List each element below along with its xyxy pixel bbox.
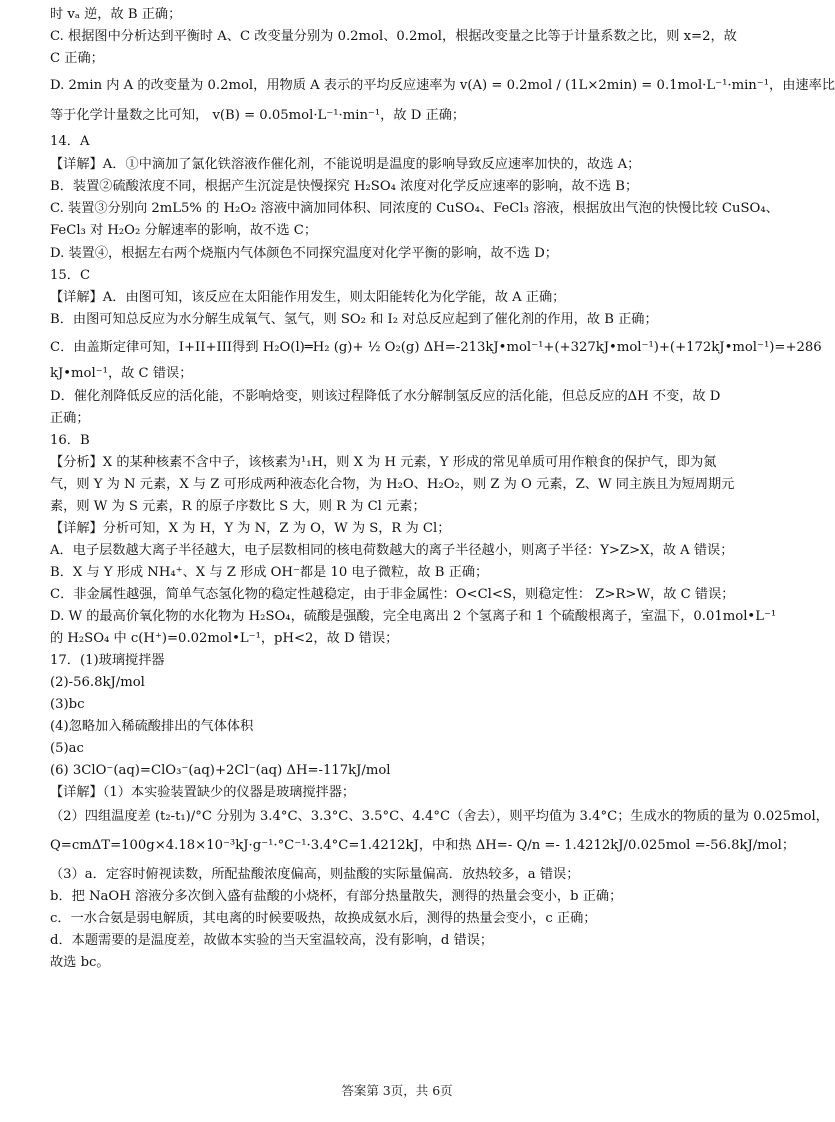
- text-line: D. 2min 内 A 的改变量为 0.2mol，用物质 A 表示的平均反应速率为 v(A) = 0.2mol / (1L×2min) = 0.1mol·L⁻¹·min⁻¹，由速率比: [50, 78, 835, 93]
- text-line: 正确；: [50, 411, 90, 426]
- text-line: c．一水合氨是弱电解质，其电离的时候要吸热，故换成氨水后，测得的热量会变小，c 正确；: [50, 911, 597, 926]
- text-line: B．由图可知总反应为水分解生成氧气、氢气，则 SO₂ 和 I₂ 对总反应起到了催化剂的作用，故 B 正确；: [50, 312, 658, 327]
- text-line: (4)忽略加入稀硫酸排出的气体体积: [50, 719, 254, 734]
- text-line: kJ•mol⁻¹，故 C 错误；: [50, 366, 193, 381]
- text-line: 【分析】X 的某种核素不含中子，该核素为¹₁H，则 X 为 H 元素，Y 形成的常见单质可用作粮食的保护气，即为氮: [50, 455, 717, 470]
- question-number: 14．A: [50, 134, 90, 149]
- text-line: 故选 bc。: [50, 955, 110, 970]
- text-line: B．X 与 Y 形成 NH₄⁺、X 与 Z 形成 OH⁻都是 10 电子微粒，故 B 正确；: [50, 565, 489, 580]
- text-line: C．非金属性越强，简单气态氢化物的稳定性越稳定，由于非金属性：O<Cl<S，则稳定性： Z>R>W，故 C 错误；: [50, 587, 735, 602]
- text-line: C. 装置③分别向 2mL5% 的 H₂O₂ 溶液中滴加同体积、同浓度的 CuSO₄、FeCl₃ 溶液，根据放出气泡的快慢比较 CuSO₄、: [50, 201, 779, 216]
- text-line: C．由盖斯定律可知，I+II+III得到 H₂O(l)═H₂ (g)+ ½ O₂(g) ΔH=-213kJ•mol⁻¹+(+327kJ•mol⁻¹)+(+172kJ•mol⁻¹)=+286: [50, 340, 822, 355]
- text-line: 时 vₐ 逆，故 B 正确；: [50, 7, 182, 22]
- text-line: (6) 3ClO⁻(aq)=ClO₃⁻(aq)+2Cl⁻(aq) ΔH=-117kJ/mol: [50, 763, 391, 778]
- text-line: FeCl₃ 对 H₂O₂ 分解速率的影响，故不选 C；: [50, 223, 318, 238]
- page-footer: 答案第 3页，共 6页: [341, 1083, 453, 1098]
- text-line: C 正确；: [50, 51, 104, 66]
- text-line: 【详解】A．由图可知，该反应在太阳能作用发生，则太阳能转化为化学能，故 A 正确；: [50, 290, 566, 305]
- question-number: 17．(1)玻璃搅拌器: [50, 653, 165, 668]
- question-number: 15．C: [50, 268, 91, 283]
- text-line: 【详解】A．①中滴加了氯化铁溶液作催化剂，不能说明是温度的影响导致反应速率加快的，故选 A；: [50, 157, 641, 172]
- text-line: （2）四组温度差 (t₂-t₁)/°C 分别为 3.4°C、3.3°C、3.5°C、4.4°C（舍去），则平均值为 3.4°C；生成水的物质的量为 0.025mol，: [50, 809, 829, 824]
- text-line: 素，则 W 为 S 元素，R 的原子序数比 S 大，则 R 为 Cl 元素；: [50, 499, 426, 514]
- text-line: 气，则 Y 为 N 元素，X 与 Z 可形成两种液态化合物，为 H₂O、H₂O₂，则 Z 为 O 元素，Z、W 同主族且为短周期元: [50, 477, 735, 492]
- text-line: C. 根据图中分析达到平衡时 A、C 改变量分别为 0.2mol、0.2mol，根据改变量之比等于计量系数之比，则 x=2，故: [50, 29, 737, 44]
- text-line: （3）a．定容时俯视读数，所配盐酸浓度偏高，则盐酸的实际量偏高．放热较多，a 错误；: [50, 867, 580, 882]
- text-line: A．电子层数越大离子半径越大，电子层数相同的核电荷数越大的离子半径越小，则离子半径：Y>Z>X，故 A 错误；: [50, 543, 734, 558]
- text-line: D. W 的最高价氧化物的水化物为 H₂SO₄，硫酸是强酸，完全电离出 2 个氢离子和 1 个硫酸根离子，室温下，0.01mol•L⁻¹: [50, 609, 777, 624]
- text-line: (3)bc: [50, 697, 85, 712]
- text-line: (5)ac: [50, 741, 84, 756]
- text-line: 【详解】（1）本实验装置缺少的仪器是玻璃搅拌器；: [50, 785, 356, 800]
- text-line: D. 装置④，根据左右两个烧瓶内气体颜色不同探究温度对化学平衡的影响，故不选 D；: [50, 246, 558, 261]
- text-line: B．装置②硫酸浓度不同，根据产生沉淀是快慢探究 H₂SO₄ 浓度对化学反应速率的影响，故不选 B；: [50, 179, 639, 194]
- text-line: (2)-56.8kJ/mol: [50, 675, 145, 690]
- text-line: 等于化学计量数之比可知， v(B) = 0.05mol·L⁻¹·min⁻¹，故 D 正确；: [50, 108, 466, 123]
- question-number: 16．B: [50, 433, 90, 448]
- text-line: D．催化剂降低反应的活化能，不影响焓变，则该过程降低了水分解制氢反应的活化能，但总反应的ΔH 不变，故 D: [50, 389, 721, 404]
- text-line: 【详解】分析可知，X 为 H，Y 为 N，Z 为 O，W 为 S，R 为 Cl；: [50, 521, 451, 536]
- text-line: 的 H₂SO₄ 中 c(H⁺)=0.02mol•L⁻¹，pH<2，故 D 错误；: [50, 631, 399, 646]
- text-line: d．本题需要的是温度差，故做本实验的当天室温较高，没有影响，d 错误；: [50, 933, 494, 948]
- text-line: Q=cmΔT=100g×4.18×10⁻³kJ·g⁻¹·°C⁻¹·3.4°C=1.4212kJ，中和热 ΔH=- Q/n =- 1.4212kJ/0.025mol =-56.8kJ/mol；: [50, 838, 796, 853]
- text-line: b．把 NaOH 溶液分多次倒入盛有盐酸的小烧杯，有部分热量散失，测得的热量会变小，b 正确；: [50, 889, 623, 904]
